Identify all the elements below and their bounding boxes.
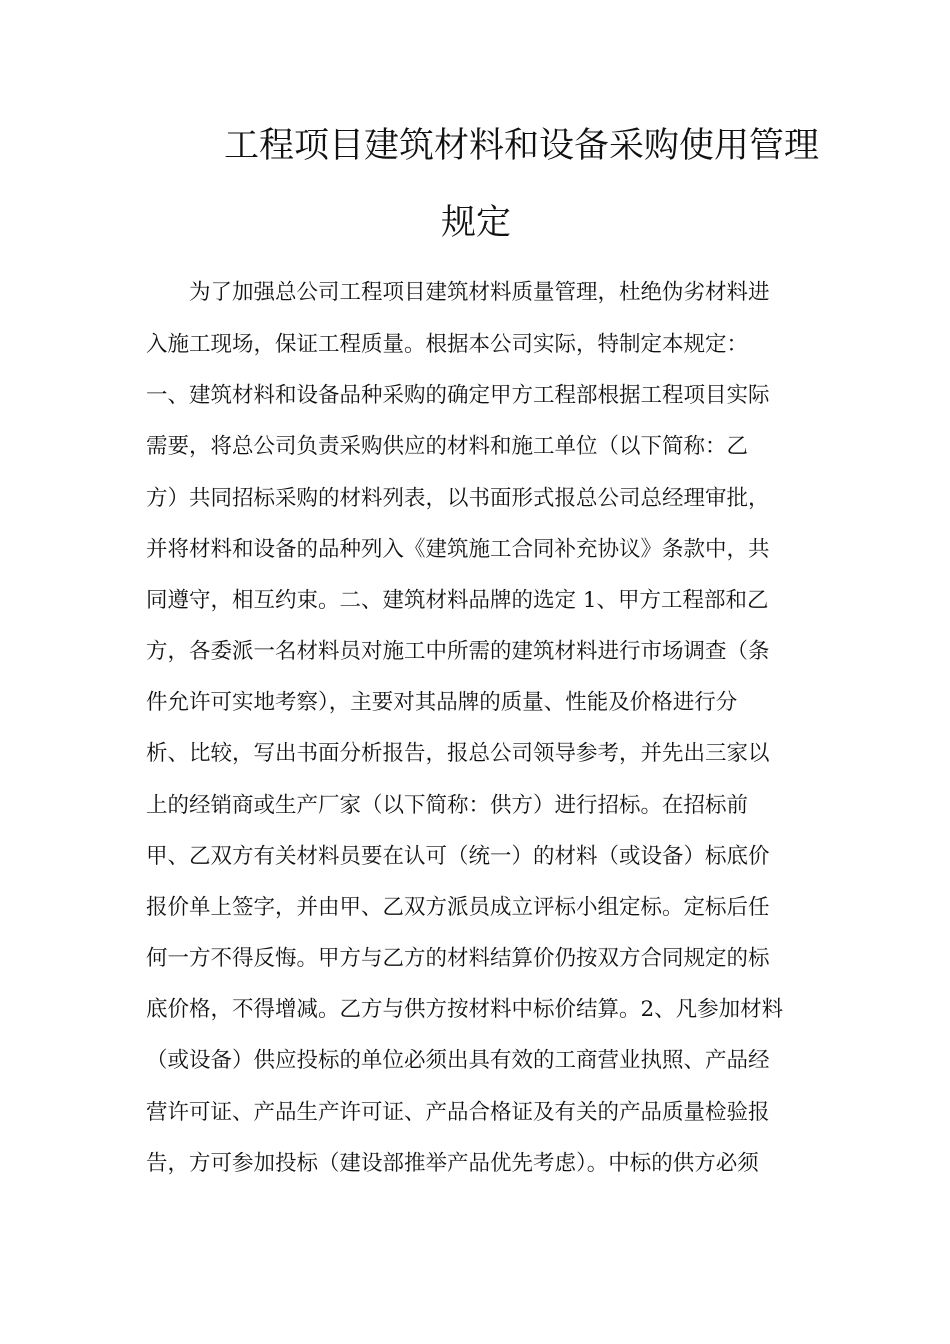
body-text-line: 为了加强总公司工程项目建筑材料质量管理，杜绝伪劣材料进 [189,280,770,305]
body-text-line: 析、比较，写出书面分析报告，报总公司领导参考，并先出三家以 [146,741,770,766]
body-text-line: 报价单上签字，并由甲、乙双方派员成立评标小组定标。定标后任 [146,895,770,920]
body-text-line: 方）共同招标采购的材料列表，以书面形式报总公司总经理审批， [146,486,770,511]
body-text-line: 并将材料和设备的品种列入《建筑施工合同补充协议》条款中，共 [146,537,770,562]
body-text-line: 一、建筑材料和设备品种采购的确定甲方工程部根据工程项目实际 [146,383,770,408]
body-text-line: 何一方不得反悔。甲方与乙方的材料结算价仍按双方合同规定的标 [146,946,770,971]
body-text-line: 甲、乙双方有关材料员要在认可（统一）的材料（或设备）标底价 [146,844,770,869]
document-title-line-1: 工程项目建筑材料和设备采购使用管理 [224,126,820,166]
document-title-line-2: 规定 [441,203,512,243]
body-text-line: （或设备）供应投标的单位必须出具有效的工商营业执照、产品经 [146,1048,770,1073]
body-text-line: 需要，将总公司负责采购供应的材料和施工单位（以下简称：乙 [146,434,749,459]
body-text-line: 件允许可实地考察），主要对其品牌的质量、性能及价格进行分 [146,690,738,715]
body-text-line: 同遵守，相互约束。二、建筑材料品牌的选定 1、甲方工程部和乙 [146,588,769,613]
body-text-line: 告，方可参加投标（建设部推举产品优先考虑）。中标的供方必须 [146,1151,759,1176]
body-text-line: 底价格，不得增减。乙方与供方按材料中标价结算。2、凡参加材料 [146,997,784,1022]
body-text-line: 上的经销商或生产厂家（以下简称：供方）进行招标。在招标前 [146,793,749,818]
body-text-line: 入施工现场，保证工程质量。根据本公司实际，特制定本规定： [146,332,749,357]
body-text-line: 营许可证、产品生产许可证、产品合格证及有关的产品质量检验报 [146,1100,770,1125]
body-text-line: 方，各委派一名材料员对施工中所需的建筑材料进行市场调查（条 [146,639,770,664]
